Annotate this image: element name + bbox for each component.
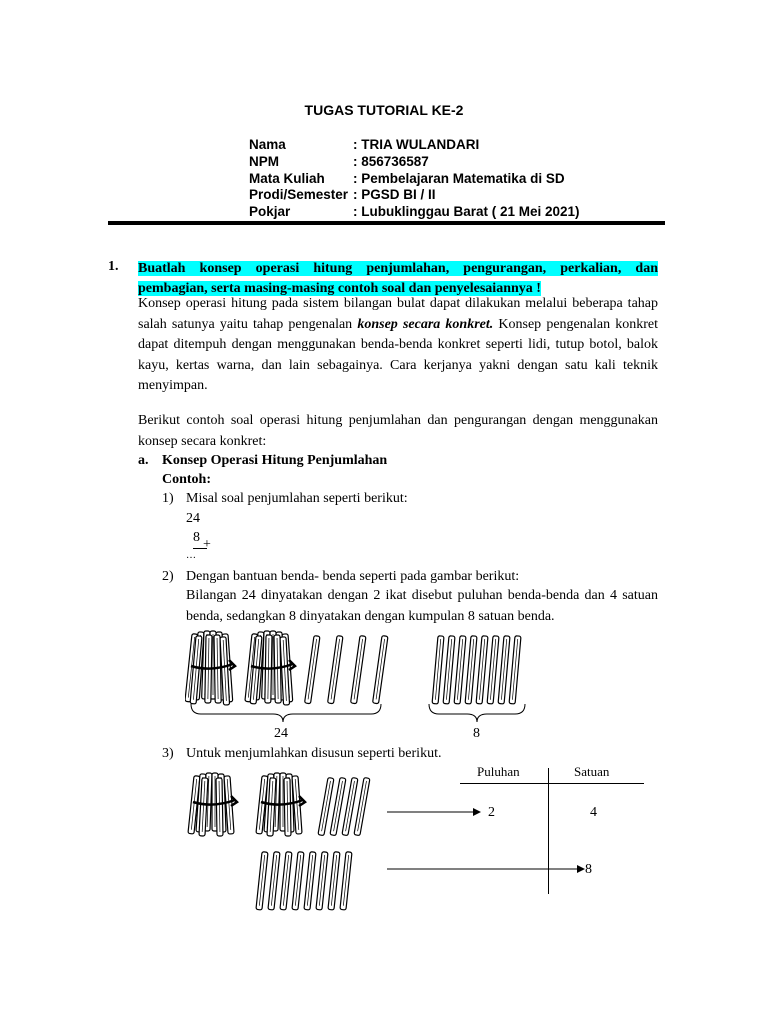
value-nama: : TRIA WULANDARI xyxy=(353,137,480,152)
step-3-number: 3) xyxy=(162,746,174,761)
eight-loose-sticks xyxy=(432,636,521,704)
step-1-text: Misal soal penjumlahan seperti berikut: xyxy=(186,491,408,506)
value-npm: : 856736587 xyxy=(353,154,429,169)
question-number: 1. xyxy=(108,259,119,274)
answer-paragraph-1 xyxy=(138,294,658,397)
label-mata-kuliah: Mata Kuliah xyxy=(249,171,325,186)
sum-result: … xyxy=(186,550,196,561)
p1-text-a: Konsep operasi hitung pada sistem bilangan bulat dapat dilakukan melalui beberapa tahap salah satunya yaitu tahap pengenalan xyxy=(138,296,658,332)
p1-text-b: Konsep pengenalan konkret dapat ditempuh dengan menggunakan benda-benda konkret seperti lidi, tutup botol, balok kayu, kertas warna, dan lain sebagainya. Cara kerjanya yakni dengan satu kali teknik menyimpan. xyxy=(138,316,658,393)
label-8: 8 xyxy=(473,726,480,741)
brace-8 xyxy=(429,704,525,722)
sticks-illustration-2 xyxy=(185,770,605,920)
value-prodi: : PGSD BI / II xyxy=(353,187,436,202)
bundle-of-ten-2 xyxy=(245,631,295,705)
four-loose-sticks-row-1 xyxy=(318,777,370,835)
label-npm: NPM xyxy=(249,154,279,169)
label-pokjar: Pokjar xyxy=(249,204,291,219)
value-mata-kuliah: : Pembelajaran Matematika di SD xyxy=(353,171,565,186)
step-2-number: 2) xyxy=(162,569,174,584)
page-title: TUGAS TUTORIAL KE-2 xyxy=(304,102,464,118)
contoh-label: Contoh: xyxy=(162,472,212,487)
subsection-a-title: Konsep Operasi Hitung Penjumlahan xyxy=(162,453,388,468)
value-puluhan: 2 xyxy=(488,805,495,820)
step-2-description: Bilangan 24 dinyatakan dengan 2 ikat disebut puluhan benda-benda dan 4 satuan benda, sedangkan 8 dinyatakan dengan kumpulan 8 satuan benda. xyxy=(186,588,658,624)
value-pokjar: : Lubuklinggau Barat ( 21 Mei 2021) xyxy=(353,204,580,219)
bundle-of-ten-row-1b xyxy=(256,773,305,836)
p1-emphasis: konsep secara konkret. xyxy=(357,316,494,332)
answer-paragraph-2: Berikut contoh soal operasi hitung penjumlahan dan pengurangan dengan menggunakan konsep secara konkret: xyxy=(138,413,658,449)
column-header-puluhan: Puluhan xyxy=(477,764,520,779)
step-2-text: Dengan bantuan benda- benda seperti pada gambar berikut: xyxy=(186,569,520,584)
sticks-illustration-1 xyxy=(185,628,545,738)
eight-loose-sticks-row-2 xyxy=(256,852,352,910)
bundle-of-ten-row-1a xyxy=(188,773,237,836)
label-nama: Nama xyxy=(249,137,286,152)
subsection-a-label: a. xyxy=(138,453,149,468)
four-loose-sticks xyxy=(305,636,388,704)
question-line-2: pembagian, serta masing-masing contoh soal dan penyelesaiannya ! xyxy=(138,281,541,296)
sum-top-value: 24 xyxy=(186,511,200,526)
sum-bottom-value: 8 xyxy=(193,528,207,549)
question-line-1: Buatlah konsep operasi hitung penjumlahan, pengurangan, perkalian, dan xyxy=(138,261,658,276)
label-24: 24 xyxy=(274,726,288,741)
value-satuan-8: 8 xyxy=(585,862,592,877)
question-text xyxy=(138,259,658,299)
bundle-of-ten-1 xyxy=(185,631,235,705)
arrow-to-puluhan xyxy=(387,808,481,816)
arrow-to-satuan xyxy=(387,865,585,873)
label-prodi: Prodi/Semester xyxy=(249,187,349,202)
step-3-text: Untuk menjumlahkan disusun seperti berikut. xyxy=(186,746,442,761)
value-satuan-4: 4 xyxy=(590,805,597,820)
step-1-number: 1) xyxy=(162,491,174,506)
brace-24 xyxy=(191,704,381,722)
sum-plus-sign: + xyxy=(203,537,211,552)
column-header-satuan: Satuan xyxy=(574,764,610,779)
header-divider xyxy=(108,221,665,225)
